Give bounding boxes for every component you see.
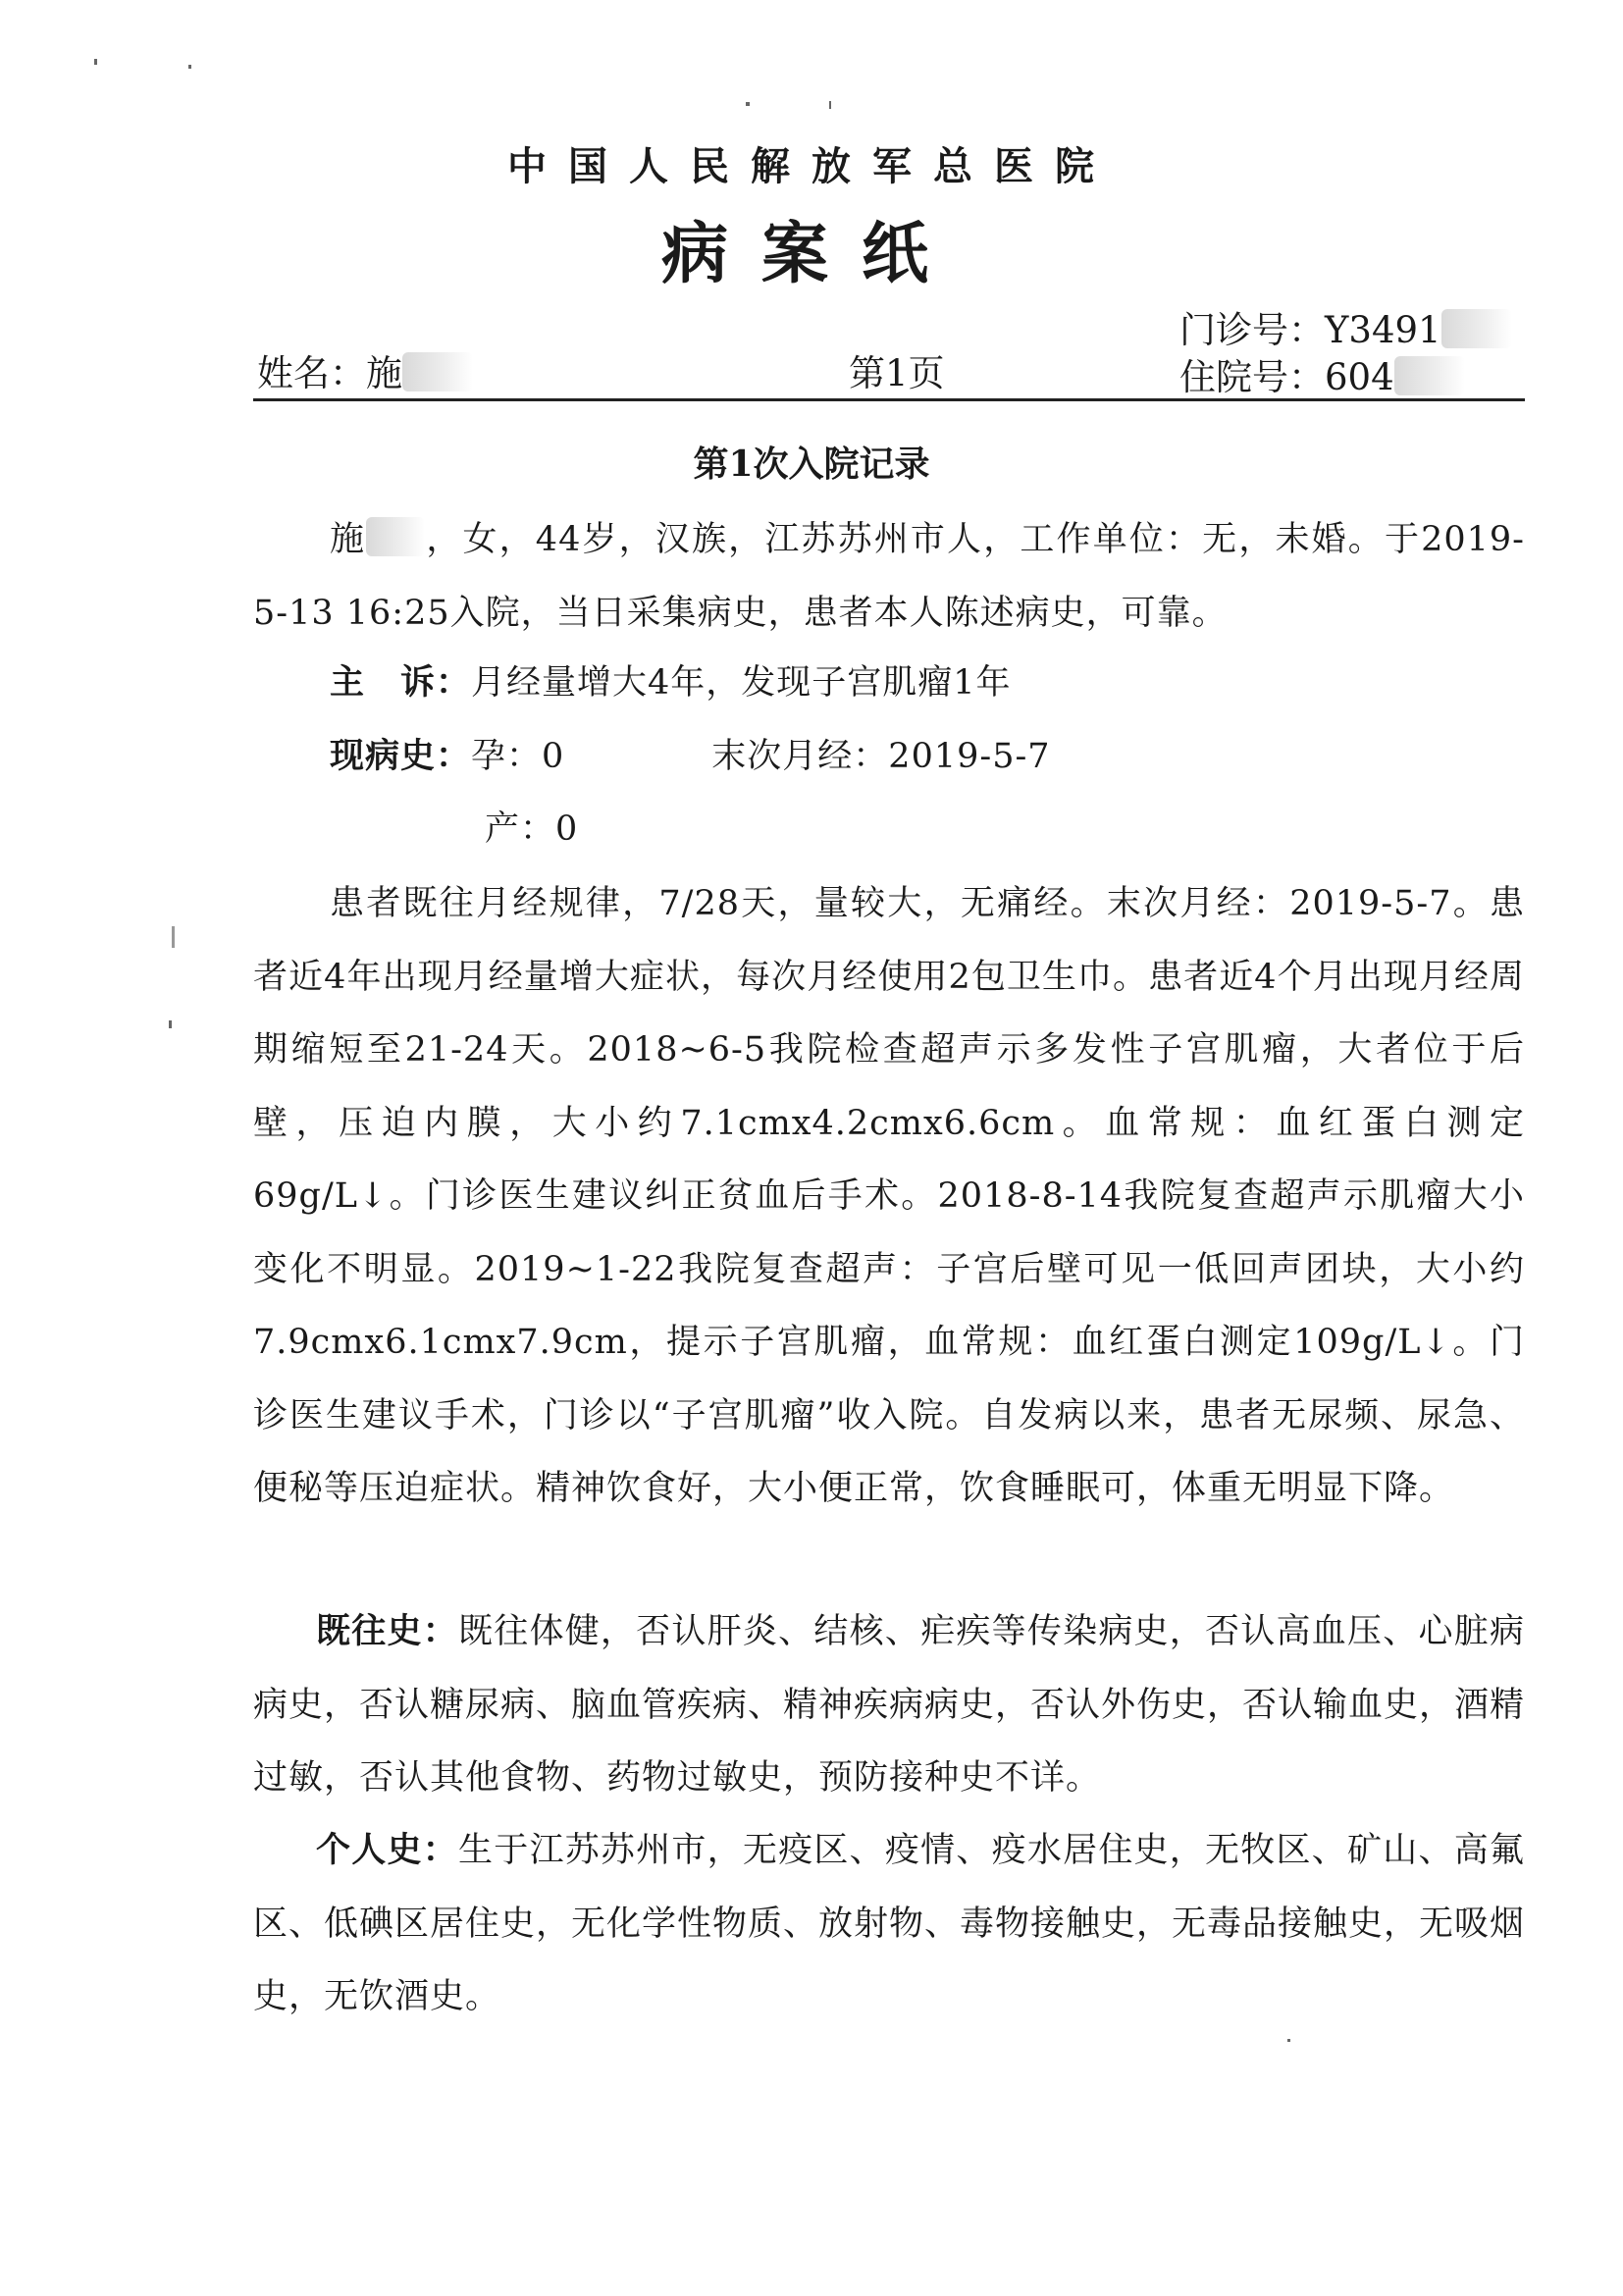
chief-complaint-text: 月经量增大4年，发现子宫肌瘤1年 [471, 663, 1012, 703]
personal-history [253, 1814, 1525, 2034]
page-number: 第1页 [849, 352, 945, 394]
patient-name-value: 施 [366, 352, 402, 394]
admission-number [1179, 347, 1465, 400]
admission-number-value: 604 [1325, 356, 1394, 398]
patient-name [257, 343, 473, 396]
scan-speck [1287, 2039, 1290, 2042]
personal-history-text: 生于江苏苏州市，无疫区、疫情、疫水居住史，无牧区、矿山、高氟区、低碘区居住史，无化学性物质、放射物、毒物接触史，无毒品接触史，无吸烟史，无饮酒史。 [253, 1831, 1526, 2016]
hospital-name: 中国人民解放军总医院 [507, 143, 1116, 189]
pregnancy-count: 孕：0 [471, 737, 565, 776]
last-period: 末次月经：2019-5-7 [711, 737, 1051, 776]
chief-complaint-label: 主 诉： [330, 662, 472, 703]
birth-count: 产：0 [485, 809, 579, 849]
form-title: 病案纸 [660, 215, 962, 293]
admission-number-label: 住院号： [1179, 356, 1325, 398]
header-rule [253, 398, 1525, 401]
scan-speck [188, 65, 191, 69]
present-illness-label: 现病史： [330, 736, 472, 776]
redaction-blur [366, 517, 425, 556]
intro-text: ，女，44岁，汉族，江苏苏州市人，工作单位：无，未婚。于2019-5-13 16:25入院，当日采集病史，患者本人陈述病史，可靠。 [253, 520, 1525, 633]
past-history-text: 既往体健，否认肝炎、结核、疟疾等传染病史，否认高血压、心脏病病史，否认糖尿病、脑血管疾病、精神疾病病史，否认外伤史，否认输血史，酒精过敏，否认其他食物、药物过敏史，预防接种史不详。 [253, 1612, 1526, 1798]
redaction-blur [1394, 356, 1465, 395]
clinic-number [1179, 300, 1512, 353]
present-illness-text: 患者既往月经规律，7/28天，量较大，无痛经。末次月经：2019-5-7。患者近4年出现月经量增大症状，每次月经使用2包卫生巾。患者近4个月出现月经周期缩短至21-24天。2018~6-5我院检查超声示多发性子宫肌瘤，大者位于后壁，压迫内膜，大小约7.1cmx4.2cmx6.6cm。血常规：血红蛋白测定69g/L↓。门诊医生建议纠正贫血后手术。2018-8-14我院复查超声示肌瘤大小变化不明显。2019~1-22我院复查超声：子宫后壁可见一低回声团块，大小约7.9cmx6.1cmx7.9cm，提示子宫肌瘤，血常规：血红蛋白测定109g/L↓。门诊医生建议手术，门诊以“子宫肌瘤”收入院。自发病以来，患者无尿频、尿急、便秘等压迫症状。精神饮食好，大小便正常，饮食睡眠可，体重无明显下降。 [253, 884, 1525, 1508]
scan-speck [746, 102, 750, 106]
scan-speck [94, 59, 97, 65]
record-title: 第1次入院记录 [693, 444, 930, 485]
intro-paragraph [253, 503, 1525, 650]
past-history [253, 1595, 1525, 1815]
present-illness-header [330, 720, 1051, 794]
patient-name-label: 姓名： [257, 352, 366, 394]
personal-history-label: 个人史： [316, 1830, 458, 1870]
clinic-number-label: 门诊号： [1179, 309, 1325, 351]
redaction-blur [402, 352, 473, 391]
scan-speck [169, 1020, 172, 1028]
clinic-number-value: Y3491 [1325, 309, 1441, 351]
past-history-label: 既往史： [316, 1611, 458, 1651]
intro-patient: 施 [330, 520, 367, 559]
scan-speck [829, 101, 831, 109]
scan-speck [172, 926, 175, 948]
chief-complaint [253, 647, 1525, 720]
redaction-blur [1441, 309, 1512, 348]
